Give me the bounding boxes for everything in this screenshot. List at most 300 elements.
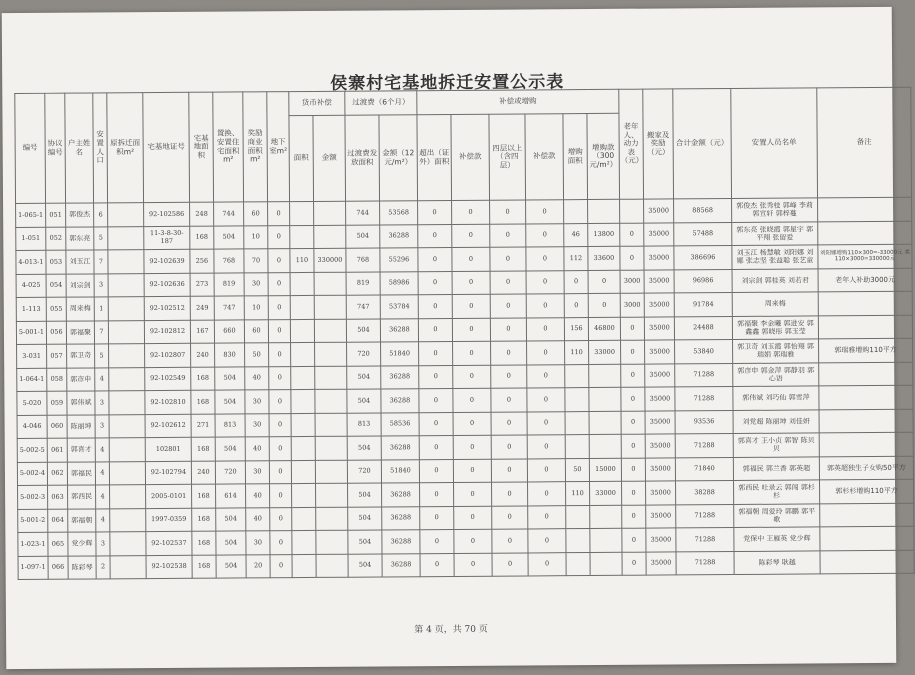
cell-cert: 92-102537 (146, 531, 192, 555)
cell-remark (819, 385, 913, 409)
cell-tr-amt: 51840 (381, 342, 419, 366)
cell-reloc: 35000 (645, 387, 675, 411)
cell-cert: 92-102538 (146, 555, 192, 579)
cell-four: 0 (492, 505, 528, 529)
cell-name: 郭福聚 (66, 320, 94, 344)
cell-excess: 0 (419, 435, 453, 459)
cell-agr: 057 (47, 344, 67, 368)
cell-tr-area: 720 (347, 342, 381, 366)
cell-ext-area: 0 (564, 294, 588, 318)
cell-ext-area: 0 (564, 270, 588, 294)
cell-no: 1-023-1 (18, 532, 48, 556)
cell-excess: 0 (420, 506, 454, 530)
cell-no: 1-097-1 (18, 556, 48, 580)
cell-orig (110, 532, 146, 556)
cell-base: 0 (268, 319, 290, 343)
cell-excess: 0 (418, 224, 452, 248)
cell-cash-area (292, 483, 316, 507)
cell-name: 郭西民 (68, 485, 96, 509)
cell-comp1: 0 (453, 388, 491, 412)
cell-elder: 0 (621, 411, 645, 435)
cell-members: 陈彩琴 耿越 (734, 550, 820, 574)
cell-no: 1-051 (16, 227, 46, 251)
cell-comp2: 0 (527, 341, 565, 365)
cell-agr: 062 (47, 462, 67, 486)
cell-orig (109, 367, 145, 391)
cell-pop: 6 (94, 203, 108, 227)
col-comp2-header: 补偿款 (525, 114, 564, 200)
cell-reloc: 35000 (645, 340, 675, 364)
cell-ext-amt: 15000 (589, 458, 621, 482)
cell-cert: 1997-0359 (146, 508, 192, 532)
cell-excess: 0 (420, 482, 454, 506)
cell-ext-area: 50 (565, 458, 589, 482)
cell-ext-amt: 33000 (589, 340, 621, 364)
cell-ext-amt (588, 199, 620, 223)
cell-comp1: 0 (454, 553, 492, 577)
cell-elder: 0 (621, 387, 645, 411)
cell-reward: 30 (244, 272, 268, 296)
cell-reward: 30 (245, 390, 269, 414)
cell-elder: 0 (621, 434, 645, 458)
cell-excess: 0 (419, 412, 453, 436)
cell-four: 0 (491, 364, 527, 388)
cell-cash-area (290, 319, 314, 343)
cell-tr-amt: 36288 (382, 553, 420, 577)
cell-cash-area (290, 201, 314, 225)
cell-comp1: 0 (453, 459, 491, 483)
cell-tr-amt: 58536 (381, 412, 419, 436)
cell-cert: 102801 (145, 437, 191, 461)
cell-excess: 0 (420, 553, 454, 577)
cell-comp2: 0 (528, 552, 566, 576)
cell-land: 168 (192, 484, 216, 508)
cell-reloc: 35000 (646, 481, 676, 505)
cell-base: 0 (269, 343, 291, 367)
cell-elder: 0 (620, 223, 644, 247)
cell-name: 刘宗剑 (66, 273, 94, 297)
cell-land: 249 (190, 296, 214, 320)
col-trans-area-header: 过渡费发放面积 (345, 115, 380, 201)
cell-pop: 3 (95, 414, 109, 438)
cell-members: 郭福民 郭兰香 郭英超 (733, 456, 819, 480)
cell-comp2: 0 (527, 458, 565, 482)
cell-members: 郭喜才 王小贞 郭智 陈贝贝 (733, 433, 819, 457)
cell-ext-amt: 0 (588, 293, 620, 317)
cell-land: 168 (190, 226, 214, 250)
cell-orig (108, 250, 144, 274)
cell-total: 71840 (675, 457, 733, 481)
col-cash-area-header: 面积 (289, 115, 314, 201)
cell-land: 168 (191, 437, 215, 461)
cell-members: 党保中 王雁英 党少辉 (734, 527, 820, 551)
cell-name: 郭喜才 (67, 438, 95, 462)
cell-tr-amt: 36288 (381, 389, 419, 413)
cell-tr-area: 819 (346, 271, 380, 295)
cell-cash-amt (315, 342, 347, 366)
cell-reloc: 35000 (645, 363, 675, 387)
cell-tr-amt: 36288 (380, 224, 418, 248)
cell-elder: 0 (621, 340, 645, 364)
cell-cert: 92-102807 (145, 343, 191, 367)
cell-orig (109, 438, 145, 462)
cell-reloc: 35000 (644, 316, 674, 340)
cell-reloc: 35000 (645, 457, 675, 481)
cell-ext-area (566, 505, 590, 529)
cell-swap: 720 (215, 460, 245, 484)
cell-cert: 92-102812 (144, 320, 190, 344)
cell-base: 0 (269, 390, 291, 414)
supplement-group-header: 补偿或增购 (417, 89, 619, 114)
cell-base: 0 (270, 531, 292, 555)
cell-reloc: 35000 (646, 504, 676, 528)
cell-agr: 063 (48, 485, 68, 509)
cell-ext-amt (589, 387, 621, 411)
table-row (18, 550, 914, 580)
cell-base: 0 (268, 202, 290, 226)
cell-reward: 60 (244, 319, 268, 343)
cell-four: 0 (490, 294, 526, 318)
cell-total: 57488 (674, 222, 732, 246)
col-land-area-header: 宅基地面积 (189, 92, 214, 202)
cell-four: 0 (492, 482, 528, 506)
cell-comp2: 0 (526, 270, 564, 294)
cell-reward: 40 (245, 437, 269, 461)
cell-swap: 504 (215, 437, 245, 461)
cell-comp2: 0 (527, 411, 565, 435)
cell-land: 167 (190, 320, 214, 344)
cell-total: 96986 (674, 269, 732, 293)
cell-reward: 30 (245, 460, 269, 484)
cell-excess: 0 (419, 388, 453, 412)
cell-name: 郭伟斌 (67, 391, 95, 415)
cell-cash-area (290, 225, 314, 249)
col-extra-area-header: 增购面积 (563, 114, 588, 200)
cell-comp2: 0 (527, 435, 565, 459)
cell-pop: 3 (95, 391, 109, 415)
cell-pop: 2 (96, 555, 110, 579)
cell-tr-amt: 55296 (380, 248, 418, 272)
cell-tr-area: 504 (347, 436, 381, 460)
cell-base: 0 (268, 296, 290, 320)
cell-total: 71288 (675, 363, 733, 387)
cell-ext-amt: 0 (588, 270, 620, 294)
cell-agr: 066 (48, 556, 68, 580)
cell-remark: 郭瑞雅增购110平方 (819, 338, 913, 362)
cell-cash-amt (315, 366, 347, 390)
cell-orig (109, 391, 145, 415)
cell-base: 0 (269, 460, 291, 484)
cell-orig (109, 414, 145, 438)
cell-tr-area: 504 (347, 389, 381, 413)
cell-comp2: 0 (526, 200, 564, 224)
cell-tr-area: 504 (348, 506, 382, 530)
cell-comp2: 0 (528, 482, 566, 506)
cell-base: 0 (269, 366, 291, 390)
cell-base: 0 (268, 225, 290, 249)
cell-total: 71288 (675, 387, 733, 411)
cell-land: 271 (191, 414, 215, 438)
cell-elder: 0 (620, 317, 644, 341)
cell-base: 0 (269, 413, 291, 437)
cell-base: 0 (268, 272, 290, 296)
cell-tr-amt: 36288 (382, 506, 420, 530)
cell-ext-area: 110 (565, 341, 589, 365)
cell-tr-amt: 36288 (382, 530, 420, 554)
cell-tr-area: 768 (346, 248, 380, 272)
cell-cash-area (292, 530, 316, 554)
cell-remark: 郭杉杉增购110平方 (819, 479, 913, 503)
cell-total: 93536 (675, 410, 733, 434)
cell-reward: 60 (244, 202, 268, 226)
cell-ext-amt: 46800 (588, 317, 620, 341)
cell-comp1: 0 (452, 318, 490, 342)
cell-excess: 0 (420, 529, 454, 553)
cell-ext-amt (589, 364, 621, 388)
cell-comp1: 0 (452, 294, 490, 318)
cell-reward: 40 (246, 507, 270, 531)
cell-ext-area (565, 364, 589, 388)
col-agreement-header: 协议编号 (45, 93, 66, 203)
cell-reloc: 35000 (645, 410, 675, 434)
cell-comp1: 0 (452, 224, 490, 248)
col-trans-amount-header: 金额（12元/m²） (379, 115, 418, 201)
cell-cash-area (291, 460, 315, 484)
cell-ext-area: 156 (564, 317, 588, 341)
cell-remark (818, 221, 912, 245)
cell-no: 5-001-1 (16, 321, 46, 345)
cell-ext-area: 46 (564, 223, 588, 247)
cell-pop: 3 (94, 273, 108, 297)
cell-cash-amt (314, 319, 346, 343)
cell-remark (819, 362, 913, 386)
cell-land: 168 (192, 531, 216, 555)
cell-cash-area (291, 413, 315, 437)
cell-members: 郭福朝 周爱玲 郭鹏 郭平歌 (734, 503, 820, 527)
cell-four: 0 (491, 411, 527, 435)
cell-tr-area: 504 (346, 224, 380, 248)
cell-cash-area (291, 436, 315, 460)
cell-pop: 1 (94, 297, 108, 321)
cell-agr: 065 (48, 532, 68, 556)
cell-agr: 064 (48, 509, 68, 533)
cell-ext-area (566, 552, 590, 576)
cell-agr: 058 (47, 368, 67, 392)
cell-name: 陈彩琴 (68, 555, 96, 579)
col-elderly-header: 老年人、动力表（元） (619, 89, 644, 199)
cell-name: 郭东亮 (66, 226, 94, 250)
document-page (2, 7, 910, 669)
cell-reward: 20 (246, 554, 270, 578)
cell-four: 0 (490, 270, 526, 294)
cell-cash-area (291, 389, 315, 413)
cell-name: 郭俊杰 (66, 203, 94, 227)
cell-agr: 059 (47, 391, 67, 415)
cell-ext-area: 112 (564, 247, 588, 271)
col-cash-amount-header: 金额 (313, 115, 346, 201)
cell-swap: 504 (216, 507, 246, 531)
cell-remark: 郭英超独生子女购50平方 (819, 456, 913, 480)
cell-reward: 40 (246, 484, 270, 508)
cell-agr: 061 (47, 438, 67, 462)
cell-pop: 4 (95, 367, 109, 391)
cell-land: 240 (191, 343, 215, 367)
cell-tr-amt: 53784 (380, 295, 418, 319)
cell-swap: 819 (214, 272, 244, 296)
cell-orig (110, 485, 146, 509)
cell-no: 4-013-1 (16, 250, 46, 274)
cell-four: 0 (491, 341, 527, 365)
cell-tr-area: 504 (348, 530, 382, 554)
cell-cert: 11-3-8-30-187 (144, 226, 190, 250)
cell-no: 3-031 (17, 344, 47, 368)
cell-four: 0 (490, 247, 526, 271)
cell-cash-amt (316, 483, 348, 507)
cell-orig (108, 226, 144, 250)
cell-cash-area: 110 (290, 248, 314, 272)
cell-tr-area: 504 (348, 483, 382, 507)
cell-tr-amt: 36288 (381, 365, 419, 389)
cell-pop: 5 (94, 226, 108, 250)
cell-reloc: 35000 (645, 434, 675, 458)
cell-ext-area (565, 435, 589, 459)
cell-total: 386696 (674, 246, 732, 270)
cell-members: 周来梅 (732, 292, 818, 316)
cell-reloc: 35000 (644, 246, 674, 270)
cell-cert: 92-102636 (144, 273, 190, 297)
cell-no: 5-001-2 (18, 509, 48, 533)
cell-total: 71288 (675, 434, 733, 458)
cell-no: 4-046 (17, 415, 47, 439)
cell-excess: 0 (418, 247, 452, 271)
cell-comp2: 0 (528, 505, 566, 529)
cell-cert: 92-102794 (145, 461, 191, 485)
page-footer: 第 4 页，共 70 页 (414, 624, 488, 636)
cell-no: 5-002-4 (17, 462, 47, 486)
col-remark-header: 备注 (817, 87, 912, 198)
cell-base: 0 (268, 249, 290, 273)
cell-pop: 7 (94, 320, 108, 344)
col-members-header: 安置人员名单 (731, 88, 818, 199)
cell-comp2: 0 (528, 529, 566, 553)
cell-members: 刘党超 陈丽坤 刘佳妍 (733, 409, 819, 433)
cell-cash-amt (315, 460, 347, 484)
col-swap-area-header: 置换、安置住宅面积m² (213, 92, 244, 202)
cell-comp1: 0 (453, 412, 491, 436)
cell-cash-area (292, 507, 316, 531)
cell-name: 郭彦申 (67, 367, 95, 391)
cell-remark (819, 432, 913, 456)
cell-elder: 3000 (620, 293, 644, 317)
cell-pop: 4 (95, 438, 109, 462)
cell-cash-area (291, 366, 315, 390)
cell-pop: 7 (94, 250, 108, 274)
cell-excess: 0 (418, 271, 452, 295)
cell-name: 郭福民 (67, 461, 95, 485)
cell-tr-amt: 51840 (381, 459, 419, 483)
cell-elder: 0 (621, 364, 645, 388)
cell-cert: 92-102612 (145, 414, 191, 438)
cell-name: 郭卫奇 (67, 344, 95, 368)
cell-reloc: 35000 (644, 199, 674, 223)
cell-swap: 660 (214, 319, 244, 343)
cell-comp1: 0 (453, 365, 491, 389)
col-extra-amount-header: 增购款（300元/m²） (587, 113, 620, 199)
cell-tr-area: 720 (347, 459, 381, 483)
cell-tr-area: 504 (348, 553, 382, 577)
cell-excess: 0 (418, 318, 452, 342)
cell-swap: 614 (216, 484, 246, 508)
cell-total: 24488 (674, 316, 732, 340)
table-header (15, 87, 912, 203)
cell-elder: 3000 (620, 270, 644, 294)
cell-ext-amt (589, 434, 621, 458)
cell-tr-area: 813 (347, 412, 381, 436)
cell-land: 168 (192, 508, 216, 532)
cell-excess: 0 (419, 341, 453, 365)
cell-agr: 052 (46, 227, 66, 251)
cell-comp2: 0 (526, 223, 564, 247)
cell-comp1: 0 (452, 271, 490, 295)
cell-comp1: 0 (454, 506, 492, 530)
cell-comp1: 0 (453, 341, 491, 365)
cell-cash-amt (314, 201, 346, 225)
cell-elder (620, 199, 644, 223)
cell-swap: 747 (214, 296, 244, 320)
document-title: 侯寨村宅基地拆迁安置公示表 (330, 72, 565, 94)
cell-tr-amt: 36288 (382, 483, 420, 507)
cell-remark: 老年人补助3000元 (818, 268, 912, 292)
cell-ext-amt: 33000 (590, 481, 622, 505)
cell-pop: 4 (95, 461, 109, 485)
col-four-floor-header: 四层以上（含四层） (489, 114, 526, 200)
cell-no: 1-065-1 (16, 203, 46, 227)
cell-four: 0 (491, 388, 527, 412)
cell-comp2: 0 (527, 364, 565, 388)
cell-cash-amt: 330000 (314, 248, 346, 272)
cell-land: 168 (191, 390, 215, 414)
cell-members: 郭俊杰 张秀枝 郭峰 李莉 郭宣轩 郭梓蔓 (732, 198, 818, 222)
cash-group-header: 货币补偿 (289, 91, 345, 115)
cell-cash-amt (314, 225, 346, 249)
cell-ext-amt (589, 411, 621, 435)
cell-ext-area (565, 388, 589, 412)
cell-agr: 051 (46, 203, 66, 227)
cell-members: 郭西民 吐录云 郭闯 郭杉杉 (734, 480, 820, 504)
cell-ext-area: 110 (566, 482, 590, 506)
cell-name: 郭福朝 (68, 508, 96, 532)
cell-orig (108, 273, 144, 297)
cell-four: 0 (490, 223, 526, 247)
cell-total: 71288 (676, 551, 734, 575)
cell-cash-amt (314, 295, 346, 319)
cell-elder: 0 (622, 528, 646, 552)
cell-remark (818, 291, 912, 315)
cell-comp2: 0 (527, 388, 565, 412)
cell-agr: 053 (46, 250, 66, 274)
cell-reloc: 35000 (646, 551, 676, 575)
cell-ext-area (564, 200, 588, 224)
cell-tr-amt: 36288 (380, 318, 418, 342)
cell-pop: 4 (96, 485, 110, 509)
cell-remark (820, 526, 914, 550)
cell-name: 刘玉江 (66, 250, 94, 274)
cell-base: 0 (270, 507, 292, 531)
cell-tr-amt: 36288 (381, 436, 419, 460)
cell-cash-amt (316, 507, 348, 531)
cell-tr-area: 744 (346, 201, 380, 225)
cell-orig (110, 555, 146, 579)
